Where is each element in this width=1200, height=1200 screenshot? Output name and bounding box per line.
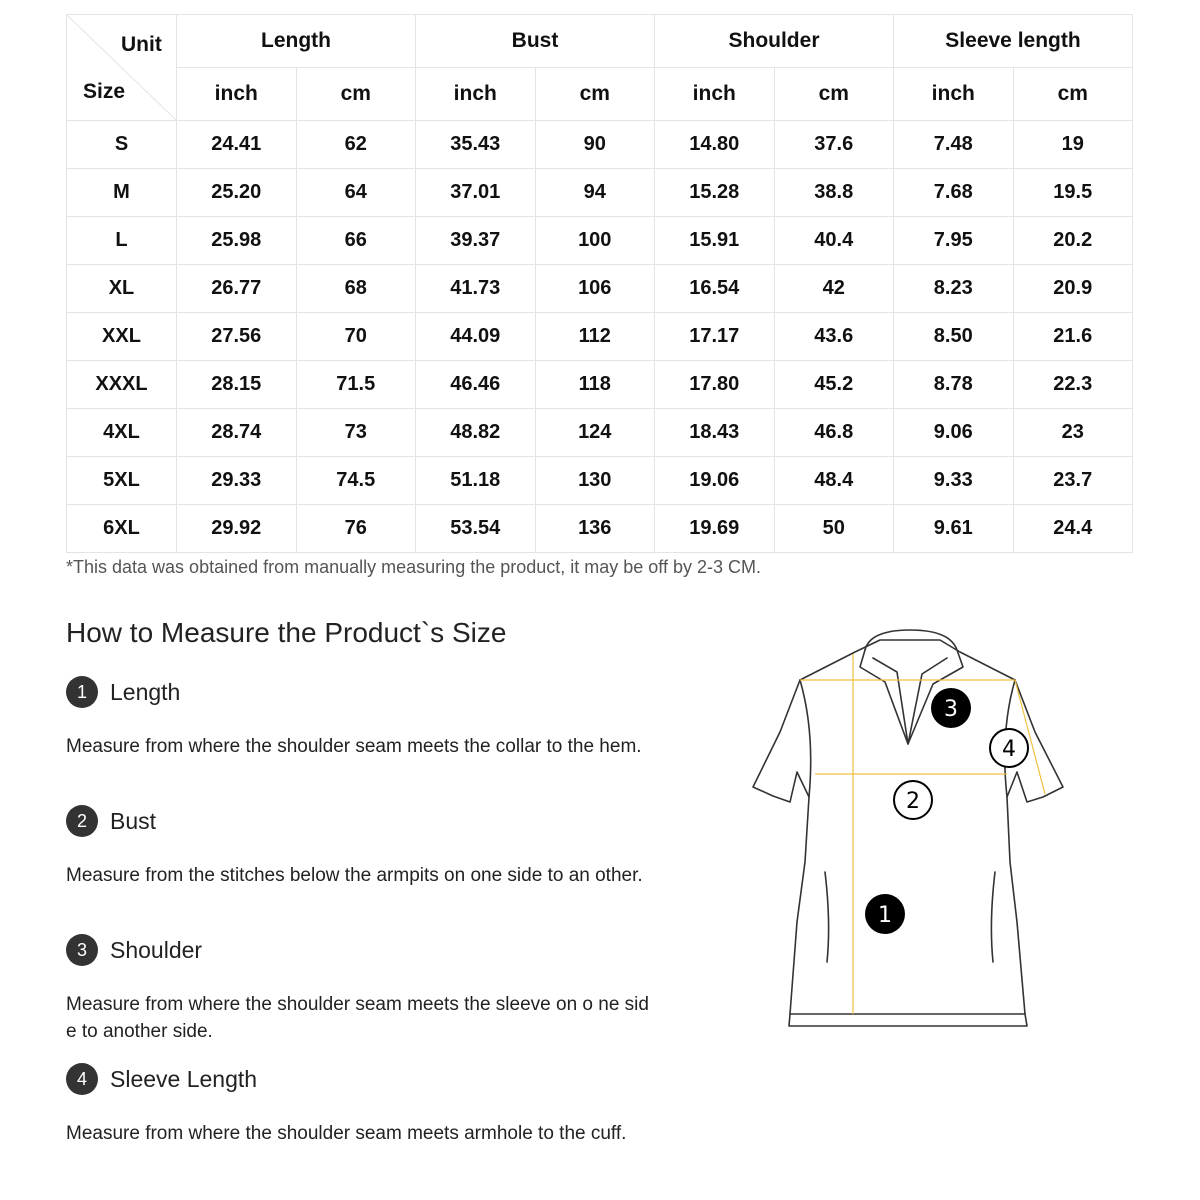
table-row: [67, 217, 1133, 265]
measurement-cell: 17.17: [655, 313, 775, 361]
measurement-cell: 106: [535, 265, 655, 313]
measurement-cell: 53.54: [416, 505, 536, 553]
size-label-cell: XXL: [67, 313, 177, 361]
measurement-cell: 62: [296, 121, 416, 169]
guide-step-length: [66, 676, 656, 760]
measurement-cell: 8.50: [894, 313, 1014, 361]
guide-step-shoulder: [66, 934, 656, 1045]
measurement-cell: 19.5: [1013, 169, 1133, 217]
measurement-cell: 9.06: [894, 409, 1014, 457]
measurement-cell: 15.28: [655, 169, 775, 217]
measurement-cell: 46.46: [416, 361, 536, 409]
step-label: Bust: [110, 807, 157, 834]
polo-shirt-diagram: [745, 622, 1075, 1042]
measurement-cell: 43.6: [774, 313, 894, 361]
measurement-cell: 29.33: [177, 457, 297, 505]
measurement-cell: 37.6: [774, 121, 894, 169]
polo-shirt-outline-icon: [753, 630, 1063, 1026]
measurement-cell: 64: [296, 169, 416, 217]
unit-header: inch: [177, 68, 297, 121]
measurement-cell: 20.9: [1013, 265, 1133, 313]
measurement-cell: 41.73: [416, 265, 536, 313]
measurement-cell: 35.43: [416, 121, 536, 169]
measurement-cell: 8.78: [894, 361, 1014, 409]
table-row: [67, 457, 1133, 505]
group-header-bust: Bust: [416, 15, 655, 68]
unit-header: cm: [535, 68, 655, 121]
measurement-markers: [865, 688, 1028, 934]
measurement-cell: 23: [1013, 409, 1133, 457]
step-description: Measure from where the shoulder seam meets armhole to the cuff.: [66, 1123, 627, 1144]
measurement-cell: 76: [296, 505, 416, 553]
group-header-length: Length: [177, 15, 416, 68]
corner-diagonal-line: [67, 15, 177, 121]
measurement-cell: 100: [535, 217, 655, 265]
measurement-cell: 38.8: [774, 169, 894, 217]
measurement-cell: 50: [774, 505, 894, 553]
measurement-cell: 112: [535, 313, 655, 361]
size-label-cell: XL: [67, 265, 177, 313]
unit-header: cm: [1013, 68, 1133, 121]
measurement-cell: 70: [296, 313, 416, 361]
measurement-cell: 7.68: [894, 169, 1014, 217]
table-corner-cell: [67, 15, 177, 121]
measurement-cell: 94: [535, 169, 655, 217]
step-label: Length: [110, 678, 181, 705]
step-description: Measure from where the shoulder seam meets the collar to the hem.: [66, 736, 642, 757]
step-description: Measure from the stitches below the armpits on one side to an other.: [66, 865, 643, 886]
measurement-cell: 45.2: [774, 361, 894, 409]
table-row: [67, 409, 1133, 457]
measurement-cell: 118: [535, 361, 655, 409]
measurement-cell: 48.4: [774, 457, 894, 505]
group-header-shoulder: Shoulder: [655, 15, 894, 68]
table-row: [67, 361, 1133, 409]
unit-header: inch: [894, 68, 1014, 121]
measurement-cell: 68: [296, 265, 416, 313]
marker-4-label: 4: [1002, 737, 1016, 762]
step-number-badge: 1: [66, 676, 98, 708]
measurement-cell: 19: [1013, 121, 1133, 169]
table-row: [67, 505, 1133, 553]
size-label-cell: XXXL: [67, 361, 177, 409]
measurement-cell: 21.6: [1013, 313, 1133, 361]
size-label-cell: 6XL: [67, 505, 177, 553]
measurement-cell: 48.82: [416, 409, 536, 457]
measurement-cell: 28.15: [177, 361, 297, 409]
step-description: Measure from where the shoulder seam meets the sleeve on o ne side to another side.: [66, 994, 649, 1042]
measurement-cell: 25.98: [177, 217, 297, 265]
measurement-cell: 136: [535, 505, 655, 553]
measurement-cell: 29.92: [177, 505, 297, 553]
measurement-cell: 19.06: [655, 457, 775, 505]
measurement-cell: 74.5: [296, 457, 416, 505]
unit-header: cm: [774, 68, 894, 121]
measurement-cell: 15.91: [655, 217, 775, 265]
measurement-cell: 124: [535, 409, 655, 457]
size-label-cell: S: [67, 121, 177, 169]
table-row: [67, 169, 1133, 217]
measurement-cell: 7.48: [894, 121, 1014, 169]
measurement-cell: 71.5: [296, 361, 416, 409]
measurement-cell: 17.80: [655, 361, 775, 409]
unit-header: inch: [655, 68, 775, 121]
measurement-cell: 24.4: [1013, 505, 1133, 553]
measurement-cell: 22.3: [1013, 361, 1133, 409]
step-label: Shoulder: [110, 936, 203, 963]
measurement-footnote: *This data was obtained from manually measuring the product, it may be off by 2-3 CM.: [66, 557, 762, 577]
measurement-cell: 23.7: [1013, 457, 1133, 505]
size-label-cell: L: [67, 217, 177, 265]
group-header-sleeve-length: Sleeve length: [894, 15, 1133, 68]
guide-step-sleeve-length: [66, 1063, 656, 1147]
step-label: Sleeve Length: [110, 1065, 258, 1092]
table-row: [67, 265, 1133, 313]
marker-3-label: 3: [944, 697, 958, 722]
size-label-cell: M: [67, 169, 177, 217]
measurement-cell: 19.69: [655, 505, 775, 553]
corner-unit-label: Unit: [121, 33, 162, 56]
measurement-cell: 26.77: [177, 265, 297, 313]
measurement-cell: 130: [535, 457, 655, 505]
measurement-guide: [66, 614, 656, 1144]
marker-2-label: 2: [906, 789, 920, 814]
measurement-cell: 51.18: [416, 457, 536, 505]
measurement-cell: 9.61: [894, 505, 1014, 553]
measurement-cell: 66: [296, 217, 416, 265]
measurement-cell: 42: [774, 265, 894, 313]
table-row: [67, 121, 1133, 169]
guide-step-bust: [66, 805, 656, 889]
measurement-cell: 25.20: [177, 169, 297, 217]
size-label-cell: 5XL: [67, 457, 177, 505]
measurement-cell: 20.2: [1013, 217, 1133, 265]
measurement-cell: 16.54: [655, 265, 775, 313]
size-chart-table: [66, 14, 1133, 553]
table-group-header-row: [67, 15, 1133, 68]
marker-1-label: 1: [878, 903, 892, 928]
measurement-cell: 8.23: [894, 265, 1014, 313]
corner-size-label: Size: [83, 80, 126, 103]
table-unit-header-row: [67, 68, 1133, 121]
measurement-cell: 44.09: [416, 313, 536, 361]
table-row: [67, 313, 1133, 361]
size-label-cell: 4XL: [67, 409, 177, 457]
measurement-cell: 9.33: [894, 457, 1014, 505]
measurement-cell: 27.56: [177, 313, 297, 361]
measurement-cell: 73: [296, 409, 416, 457]
measurement-cell: 40.4: [774, 217, 894, 265]
unit-header: cm: [296, 68, 416, 121]
step-number-badge: 3: [66, 934, 98, 966]
measurement-cell: 24.41: [177, 121, 297, 169]
measurement-cell: 18.43: [655, 409, 775, 457]
step-number-badge: 4: [66, 1063, 98, 1095]
measurement-cell: 14.80: [655, 121, 775, 169]
unit-header: inch: [416, 68, 536, 121]
measurement-cell: 28.74: [177, 409, 297, 457]
measurement-cell: 90: [535, 121, 655, 169]
measurement-cell: 7.95: [894, 217, 1014, 265]
measurement-cell: 37.01: [416, 169, 536, 217]
measurement-cell: 39.37: [416, 217, 536, 265]
step-number-badge: 2: [66, 805, 98, 837]
measurement-cell: 46.8: [774, 409, 894, 457]
guide-title: How to Measure the Product`s Size: [66, 617, 507, 648]
table-body: [67, 121, 1133, 553]
